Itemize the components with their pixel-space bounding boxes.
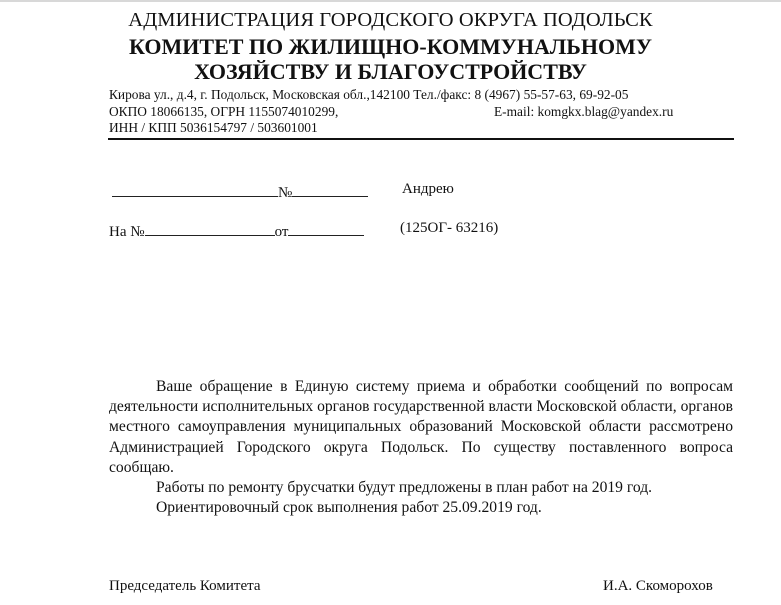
signatory-name: И.А. Скоморохов — [603, 578, 713, 594]
administration-title: АДМИНИСТРАЦИЯ ГОРОДСКОГО ОКРУГА ПОДОЛЬСК — [128, 9, 653, 31]
body-paragraph-2: Работы по ремонту брусчатки будут предложены в план работ на 2019 год. — [156, 479, 653, 497]
inn-kpp-line: ИНН / КПП 5036154797 / 503601001 — [109, 120, 318, 135]
reference-number: (125ОГ- 63216) — [400, 220, 499, 236]
from-label: от — [274, 224, 289, 240]
page-top-edge — [0, 0, 781, 2]
reply-to-prefix: На № — [109, 224, 145, 240]
reply-number-blank — [145, 220, 275, 236]
header-divider — [108, 138, 734, 140]
address-line: Кирова ул., д.4, г. Подольск, Московская обл.,142100 Тел./факс: 8 (4967) 55-57-63, 69-92-05 — [109, 87, 629, 102]
recipient-name: Андрею — [402, 181, 454, 197]
email-line: E-mail: komgkx.blag@yandex.ru — [494, 104, 674, 119]
signatory-position: Председатель Комитета — [109, 578, 261, 594]
body-paragraph-1: Ваше обращение в Единую систему приема и обработки сообщений по вопросам деятельности исполнительных органов государственной власти Московской области, органов местного самоуправления муниципальных образований Московской области рассмотрено Администрацией Городского округа Подольск. По существу поставленного вопроса сообщаю. — [109, 378, 733, 476]
reply-date-blank — [288, 220, 364, 236]
committee-title-line2: ХОЗЯЙСТВУ И БЛАГОУСТРОЙСТВУ — [194, 59, 587, 84]
committee-title-line1: КОМИТЕТ ПО ЖИЛИЩНО-КОММУНАЛЬНОМУ — [129, 34, 652, 59]
okpo-ogrn-line: ОКПО 18066135, ОГРН 1155074010299, — [109, 104, 339, 119]
letter-body — [109, 377, 733, 518]
outgoing-number-row — [112, 181, 368, 202]
number-blank — [292, 181, 368, 197]
body-paragraph-3: Ориентировочный срок выполнения работ 25.09.2019 год. — [156, 499, 542, 517]
date-blank — [112, 181, 278, 197]
number-sign: № — [278, 185, 293, 201]
reply-to-row — [109, 220, 364, 241]
